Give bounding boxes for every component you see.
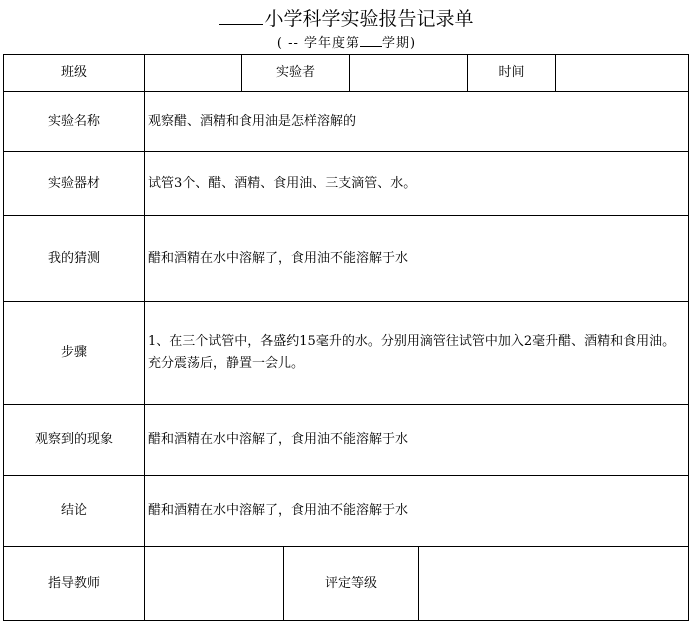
class-label: 班级 [60, 65, 87, 80]
time-field[interactable] [556, 55, 688, 91]
time-label: 时间 [498, 65, 525, 80]
report-title-text: 小学科学实验报告记录单 [264, 8, 474, 30]
grade-field[interactable] [419, 547, 688, 620]
procedure-label: 步骤 [60, 345, 87, 360]
experiment-name-value: 观察醋、酒精和食用油是怎样溶解的 [148, 113, 357, 129]
teacher-label: 指导教师 [47, 575, 100, 591]
semester-blank-line [360, 34, 382, 47]
report-title [0, 6, 693, 31]
conclusion-label: 结论 [60, 503, 87, 518]
teacher-field[interactable] [145, 547, 283, 620]
procedure-value: 1、在三个试管中，各盛约15毫升的水。分别用滴管往试管中加入2毫升醋、酒精和食用油。充分震荡后，静置一会儿。 [148, 334, 676, 371]
grade-label: 评定等级 [324, 575, 377, 591]
hypothesis-value: 醋和酒精在水中溶解了，食用油不能溶解于水 [148, 250, 409, 266]
experimenter-field[interactable] [350, 55, 467, 91]
observation-label: 观察到的现象 [34, 432, 113, 447]
school-year-prefix: ( -- 学年度第 [276, 36, 361, 51]
title-blank-line [219, 6, 263, 25]
class-field[interactable] [145, 55, 241, 91]
conclusion-value: 醋和酒精在水中溶解了，食用油不能溶解于水 [148, 503, 409, 518]
equipment-value: 试管3个、醋、酒精、食用油、三支滴管、水。 [148, 175, 417, 191]
experimenter-label: 实验者 [275, 65, 315, 80]
observation-value: 醋和酒精在水中溶解了，食用油不能溶解于水 [148, 432, 409, 447]
school-year-suffix: 学期) [382, 36, 417, 51]
experiment-name-label: 实验名称 [47, 113, 100, 129]
hypothesis-label: 我的猜测 [47, 250, 100, 266]
school-year-line [0, 34, 693, 53]
report-table [3, 54, 689, 621]
equipment-label: 实验器材 [47, 175, 100, 191]
